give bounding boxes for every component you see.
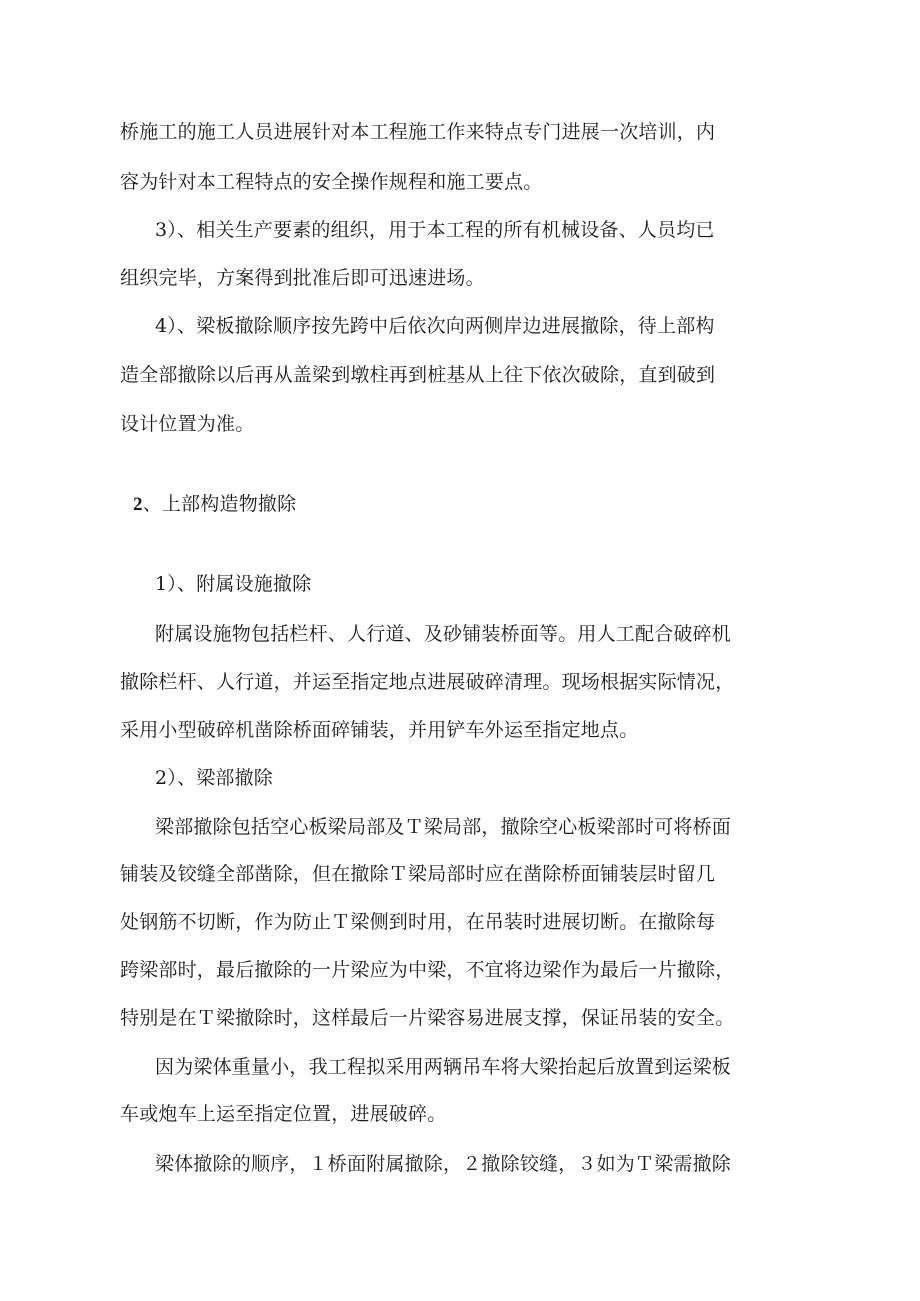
paragraph-line: 因为梁体重量小，我工程拟采用两辆吊车将大梁抬起后放置到运梁板 xyxy=(155,1056,732,1078)
subsection-heading: 2）、梁部撤除 xyxy=(155,767,273,789)
paragraph-line: 处钢筋不切断，作为防止Ｔ梁侧到时用，在吊装时进展切断。在撤除每 xyxy=(120,911,716,933)
paragraph-line: 梁体撤除的顺序，１桥面附属撤除，２撤除铰缝，３如为Ｔ梁需撤除 xyxy=(155,1153,732,1175)
section-number: 2 xyxy=(133,494,143,515)
paragraph-line: 撤除栏杆、人行道，并运至指定地点进展破碎清理。现场根据实际情况， xyxy=(120,671,735,693)
paragraph-line: 3）、相关生产要素的组织，用于本工程的所有机械设备、人员均已 xyxy=(155,219,715,241)
paragraph-line: 车或炮车上运至指定位置，进展破碎。 xyxy=(120,1103,447,1125)
paragraph-line: 梁部撤除包括空心板梁局部及Ｔ梁局部，撤除空心板梁部时可将桥面 xyxy=(155,816,732,838)
section-heading xyxy=(133,492,296,517)
paragraph-line: 跨梁部时，最后撤除的一片梁应为中梁，不宜将边梁作为最后一片撤除， xyxy=(120,959,735,981)
paragraph-line: 设计位置为准。 xyxy=(120,413,255,435)
section-title: 、上部构造物撤除 xyxy=(142,493,297,515)
paragraph-line: 造全部撤除以后再从盖梁到墩柱再到桩基从上往下依次破除，直到破到 xyxy=(120,364,716,386)
paragraph-line: 组织完毕，方案得到批准后即可迅速进场。 xyxy=(120,267,485,289)
paragraph-line: 附属设施物包括栏杆、人行道、及砂铺装桥面等。用人工配合破碎机 xyxy=(155,623,732,645)
subsection-heading: 1）、附属设施撤除 xyxy=(155,573,312,595)
paragraph-line: 4）、梁板撤除顺序按先跨中后依次向两侧岸边进展撤除，待上部构 xyxy=(155,315,715,337)
paragraph-line: 特别是在Ｔ梁撤除时，这样最后一片梁容易进展支撑，保证吊装的安全。 xyxy=(120,1007,735,1029)
paragraph-line: 铺装及铰缝全部凿除，但在撤除Ｔ梁局部时应在凿除桥面铺装层时留几 xyxy=(120,863,716,885)
paragraph-line: 容为针对本工程特点的安全操作规程和施工要点。 xyxy=(120,171,543,193)
paragraph-line: 采用小型破碎机凿除桥面碎铺装，并用铲车外运至指定地点。 xyxy=(120,719,639,741)
paragraph-line: 桥施工的施工人员进展针对本工程施工作来特点专门进展一次培训，内 xyxy=(120,121,716,143)
